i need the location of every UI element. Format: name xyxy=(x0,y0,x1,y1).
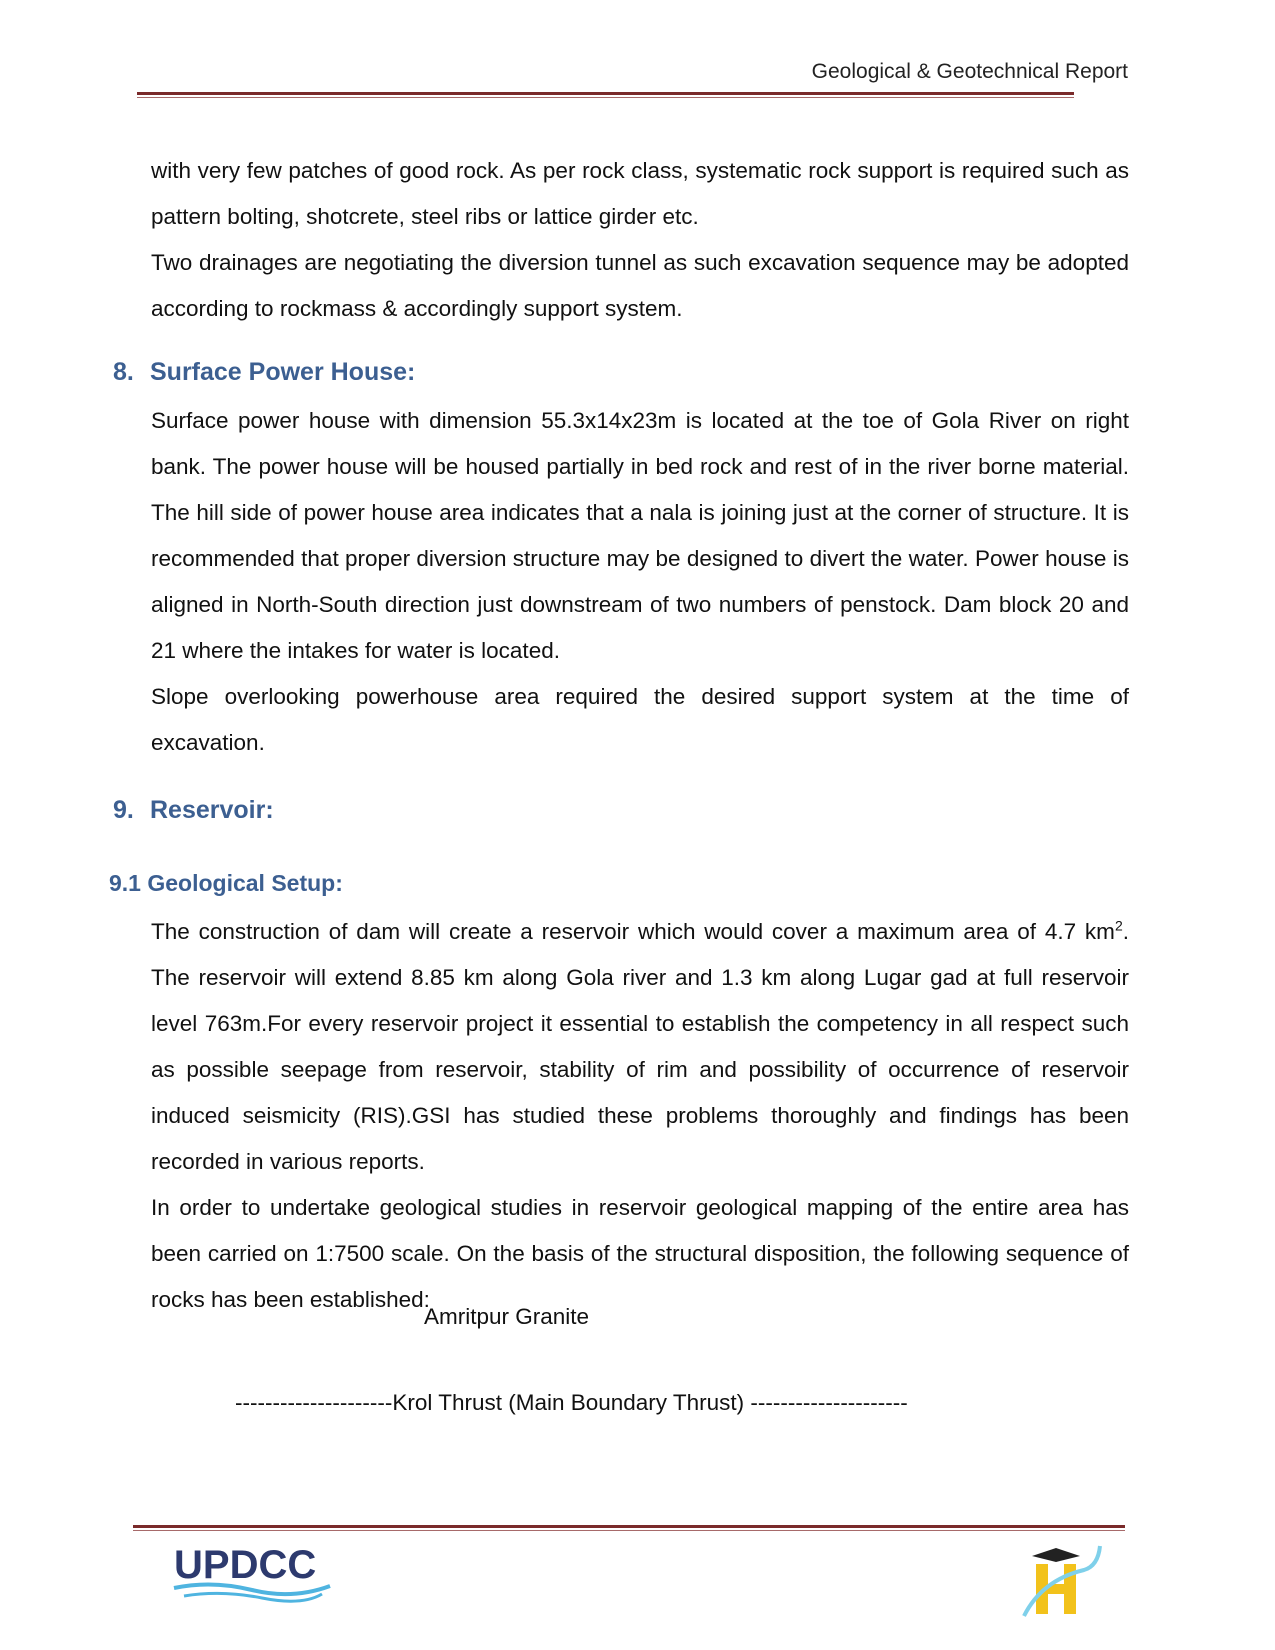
intro-paragraph-1: with very few patches of good rock. As per rock class, systematic rock support is required such as pattern bolting, shotcrete, steel ribs or lattice girder etc. xyxy=(151,158,1129,229)
hydro-logo-graphic xyxy=(1022,1540,1102,1620)
header-rule xyxy=(137,92,1074,95)
section-8-title: Surface Power House: xyxy=(150,358,416,386)
section-8-paragraph-1: Surface power house with dimension 55.3x14x23m is located at the toe of Gola River on right bank. The power house will be housed partially in bed rock and rest of in the river borne material. The hill side of power house area indicates that a nala is joining just at the corner of structure. It is recommended that proper diversion structure may be designed to divert the water. Power house is aligned in North-South direction just downstream of two numbers of penstock. Dam block 20 and 21 where the intakes for water is located. xyxy=(151,408,1129,663)
section-8-number: 8. xyxy=(113,358,134,386)
thrust-line: ---------------------Krol Thrust (Main Boundary Thrust) --------------------- xyxy=(235,1390,908,1415)
updcc-logo xyxy=(172,1540,332,1615)
section-9-paragraph-1-end: . The reservoir will extend 8.85 km along Gola river and 1.3 km along Lugar gad at full reservoir level 763m.For every reservoir project it essential to establish the competency in all respect such as possible seepage from reservoir, stability of rim and possibility of occurrence of reservoir induced seismicity (RIS).GSI has studied these problems thoroughly and findings has been recorded in various reports. xyxy=(151,919,1129,1174)
section-8-heading xyxy=(113,358,415,387)
section-9-paragraph-1 xyxy=(151,909,1129,1185)
intro-paragraph-2: Two drainages are negotiating the diversion tunnel as such excavation sequence may be adopted according to rockmass & accordingly support system. xyxy=(151,250,1129,321)
section-9-number: 9. xyxy=(113,796,134,824)
section-9-paragraph-2: In order to undertake geological studies in reservoir geological mapping of the entire area has been carried on 1:7500 scale. On the basis of the structural disposition, the following sequence of rocks has been established: xyxy=(151,1195,1129,1312)
section-9-paragraph-1-start: The construction of dam will create a reservoir which would cover a maximum area of 4.7 km xyxy=(151,919,1115,944)
section-9-heading xyxy=(113,796,274,825)
section-9-body xyxy=(151,909,1129,1323)
hydro-project-logo xyxy=(1022,1540,1102,1625)
section-8-paragraph-2: Slope overlooking powerhouse area required the desired support system at the time of excavation. xyxy=(151,684,1129,755)
intro-block xyxy=(151,148,1129,332)
header-rule-thin xyxy=(137,97,1074,98)
svg-text:UPDCC: UPDCC xyxy=(174,1543,317,1587)
rock-unit-amritpur-granite: Amritpur Granite xyxy=(424,1304,590,1329)
section-9-title: Reservoir: xyxy=(150,796,274,824)
footer-rule xyxy=(133,1525,1125,1528)
section-8-body xyxy=(151,398,1129,766)
section-9-1-heading: 9.1 Geological Setup: xyxy=(109,870,343,896)
superscript-2: 2 xyxy=(1114,917,1123,934)
updcc-logo-graphic xyxy=(172,1540,332,1610)
header-title: Geological & Geotechnical Report xyxy=(811,60,1128,83)
footer-rule-thin xyxy=(133,1530,1125,1531)
